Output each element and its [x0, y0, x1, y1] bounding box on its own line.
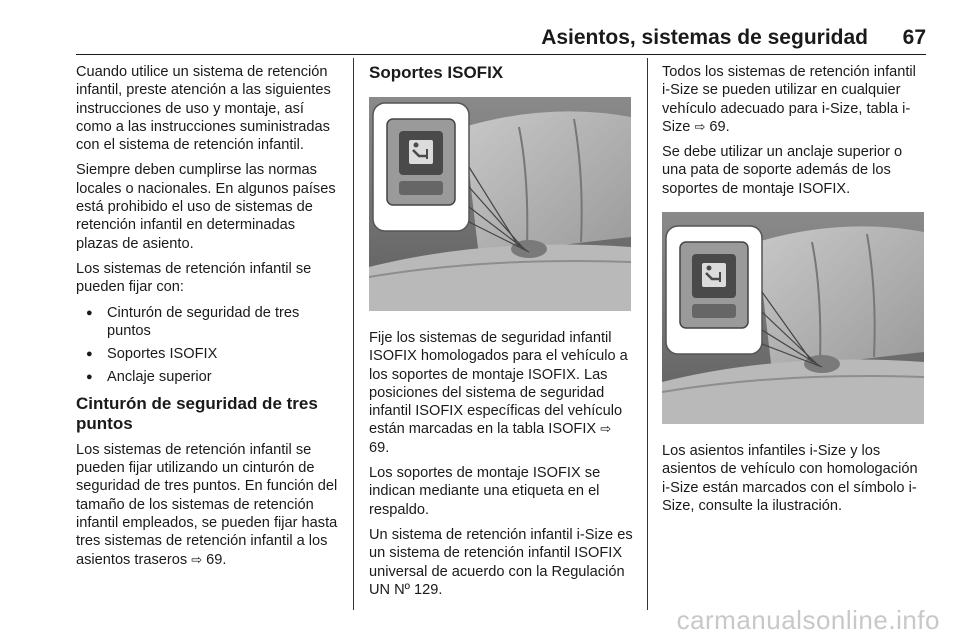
reference-arrow-icon: ⇨ [191, 551, 203, 567]
header-divider [76, 54, 926, 55]
column-divider-1 [353, 58, 354, 610]
watermark: carmanualsonline.info [676, 605, 940, 635]
column-1 [76, 63, 340, 576]
section-title: Asientos, sistemas de seguridad [541, 26, 868, 49]
section-heading: Soportes ISOFIX [369, 63, 504, 82]
column-divider-2 [647, 58, 648, 610]
isofix-illustration [369, 97, 633, 311]
isize-usage-paragraph: Todos los sistemas de retención infantil i-Size se pueden utilizar en cualquier vehículo adecuado para i-Size, tabla i-Size ⇨ 69. [662, 64, 916, 135]
section-heading: Cinturón de seguridad de tres puntos [76, 393, 318, 433]
list-item: ● Soportes ISOFIX [76, 345, 340, 363]
regulations-paragraph: Siempre deben cumplirse las normas locales o nacionales. En algunos países está prohibido el uso de sistemas de retención infantil en determinadas plazas de asiento. [76, 162, 336, 252]
reference-arrow-icon: ⇨ [694, 118, 706, 134]
page-number: 67 [902, 26, 926, 49]
column-2 [369, 63, 633, 606]
page-header [76, 26, 926, 52]
reference-arrow-icon: ⇨ [600, 421, 612, 437]
isize-marking-paragraph: Los asientos infantiles i-Size y los asientos de vehículo con homologación i-Size están marcados con el símbolo i-Size, consulte la ilustración. [662, 443, 918, 514]
isize-illustration [662, 212, 928, 424]
intro-paragraph: Cuando utilice un sistema de retención infantil, preste atención a las siguientes instrucciones de uso y montaje, así como a las instrucciones suministradas con el sistema de retención infantil. [76, 64, 331, 154]
isofix-fixing-paragraph: Fije los sistemas de seguridad infantil ISOFIX homologados para el vehículo a los soportes de montaje ISOFIX. Las posiciones del sistema de seguridad infantil ISOFIX específicas del vehículo están marcadas en la tabla ISOFIX ⇨ 69. [369, 330, 628, 456]
isofix-label-paragraph: Los soportes de montaje ISOFIX se indican mediante una etiqueta en el respaldo. [369, 465, 601, 518]
three-point-belt-paragraph: Los sistemas de retención infantil se pueden fijar utilizando un cinturón de seguridad de tres puntos. En función del tamaño de los sistemas de retención infantil empleados, se pueden fijar hasta tres sistemas de retención infantil a los asientos traseros ⇨ 69. [76, 441, 338, 568]
isize-symbol-icon [702, 263, 726, 287]
page-reference-link[interactable]: 69. [709, 118, 730, 135]
rear-seat-isize-image [662, 212, 924, 424]
isofix-child-seat-icon [409, 140, 433, 164]
list-item: ● Anclaje superior [76, 368, 340, 386]
page-reference-link[interactable]: 69. [206, 551, 227, 568]
list-item: ● Cinturón de seguridad de tres puntos [76, 304, 340, 341]
top-tether-paragraph: Se debe utilizar un anclaje superior o una pata de soporte además de los soportes de montaje ISOFIX. [662, 144, 903, 197]
fixing-methods-paragraph: Los sistemas de retención infantil se pueden fijar con: [76, 260, 312, 296]
fixing-methods-list [76, 304, 340, 387]
isize-definition-paragraph: Un sistema de retención infantil i-Size es un sistema de retención infantil ISOFIX universal de acuerdo con la Regulación UN Nº 129. [369, 526, 633, 598]
rear-seat-isofix-image [369, 97, 631, 311]
column-3 [662, 63, 928, 522]
page-reference-link[interactable]: 69. [369, 439, 390, 456]
